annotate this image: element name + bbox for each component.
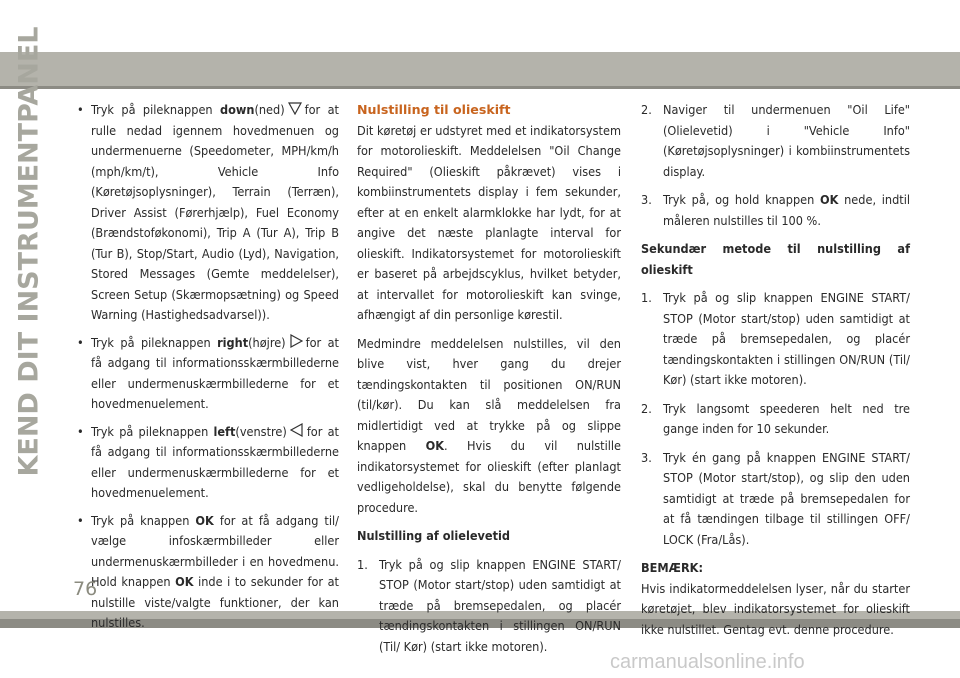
- arrow-left-icon: [290, 423, 304, 437]
- step-3: 3. Tryk på, og hold knappen OK nede, indtil måleren nulstilles til 100 %.: [641, 192, 910, 228]
- arrow-down-icon: [288, 101, 302, 115]
- note-label: BEMÆRK:: [641, 560, 703, 575]
- alt-step-2: 2. Tryk langsomt speederen helt ned tre gange inden for 10 sekunder.: [641, 400, 910, 436]
- paragraph-reset: Medmindre meddelelsen nulstilles, vil den blive vist, hver gang du drejer tændingskontakten til positionen ON/RUN (til/kør). Du kan slå meddelelsen fra midlertidigt ved at trykke på og slippe knappen OK. Hvis du vil nulstille indikatorsystemet for olieskift (efter planlagt vedligeholdelse), skal du benytte følgende procedure.: [357, 335, 621, 515]
- note-text: Hvis indikatormeddelelsen lyser, når du starter køretøjet, blev indikatorsystemet for olieskift ikke nulstillet. Gentag evt. denne procedure.: [641, 580, 910, 637]
- column-3: [641, 100, 910, 640]
- column-1: [77, 100, 339, 641]
- step-1: 1. Tryk på og slip knappen ENGINE START/ STOP (Motor start/stop) uden samtidigt at træde på bremsepedalen, og placér tændingskontakten i stillingen ON/RUN (Til/ Kør) (start ikke motoren).: [357, 556, 621, 654]
- step-2: 2. Naviger til undermenuen "Oil Life" (Olielevetid) i "Vehicle Info" (Køretøjsoplysninger) i kombiinstrumentets display.: [641, 102, 910, 179]
- bullet-ok: • Tryk på knappen OK for at få adgang til/ vælge infoskærmbilleder eller undermenuskærmbilleder i en hovedmenu. Hold knappen OK inde i to sekunder for at nulstille viste/valgte funktioner, der kan nulstilles.: [77, 511, 339, 634]
- subheading-oil-life: Nulstilling af olielevetid: [357, 528, 511, 543]
- bullet-right: • Tryk på pileknappen right(højre) for at få adgang til informationsskærmbillederne eller undermenuskærmbillederne for et hovedmenuelement.: [77, 333, 339, 415]
- watermark: carmanualsonline.info: [610, 651, 805, 673]
- header-band-rule: [0, 86, 960, 89]
- section-side-title: [12, 25, 46, 477]
- subheading-secondary-method: Sekundær metode til nulstilling af olieskift: [641, 241, 910, 277]
- side-title-text: KEND DIT INSTRUMENTPANEL: [13, 25, 45, 477]
- paragraph-intro: Dit køretøj er udstyret med et indikatorsystem for motorolieskift. Meddelelsen "Oil Change Required" (Olieskift påkrævet) vises i kombiinstrumentets display i fem sekunder, efter at en enkelt alarmklokke har lydt, for at angive det næste planlagte interval for olieskift. Indikatorsystemet for motorolieskift er baseret på arbejdscyklus, hvilket betyder, at intervallet for motorolieskift kan svinge, afhængigt af din personlige kørestil.: [357, 122, 621, 322]
- section-heading: Nulstilling til olieskift: [357, 102, 511, 117]
- bullet-left: • Tryk på pileknappen left(venstre) for at få adgang til informationsskærmbillederne eller undermenuskærmbillederne for et hovedmenuelement.: [77, 422, 339, 504]
- alt-step-1: 1. Tryk på og slip knappen ENGINE START/ STOP (Motor start/stop) uden samtidigt at træde på bremsepedalen, og placér tændingskontakten i stillingen ON/RUN (Til/ Kør) (start ikke motoren).: [641, 290, 910, 387]
- header-band: [0, 52, 960, 86]
- arrow-right-icon: [289, 334, 303, 348]
- column-2: [357, 100, 621, 665]
- alt-step-3: 3. Tryk én gang på knappen ENGINE START/ STOP (Motor start/stop), og slip den uden samtidigt at træde på bremsepedalen for at få tændingen tilbage til stillingen OFF/ LOCK (Fra/Lås).: [641, 449, 910, 547]
- bullet-down: • Tryk på pileknappen down(ned) for at rulle nedad igennem hovedmenuen og undermenuerne (Speedometer, MPH/km/h (mph/km/t), Vehicle Info (Køretøjsoplysninger), Terrain (Terræn), Driver Assist (Førerhjælp), Fuel Economy (Brændstoføkonomi), Trip A (Tur A), Trip B (Tur B), Stop/Start, Audio (Lyd), Navigation, Stored Messages (Gemte meddelelser), Screen Setup (Skærmopsætning) og Speed Warning (Hastighedsadvarsel)).: [77, 100, 339, 326]
- page-number: 76: [73, 578, 98, 600]
